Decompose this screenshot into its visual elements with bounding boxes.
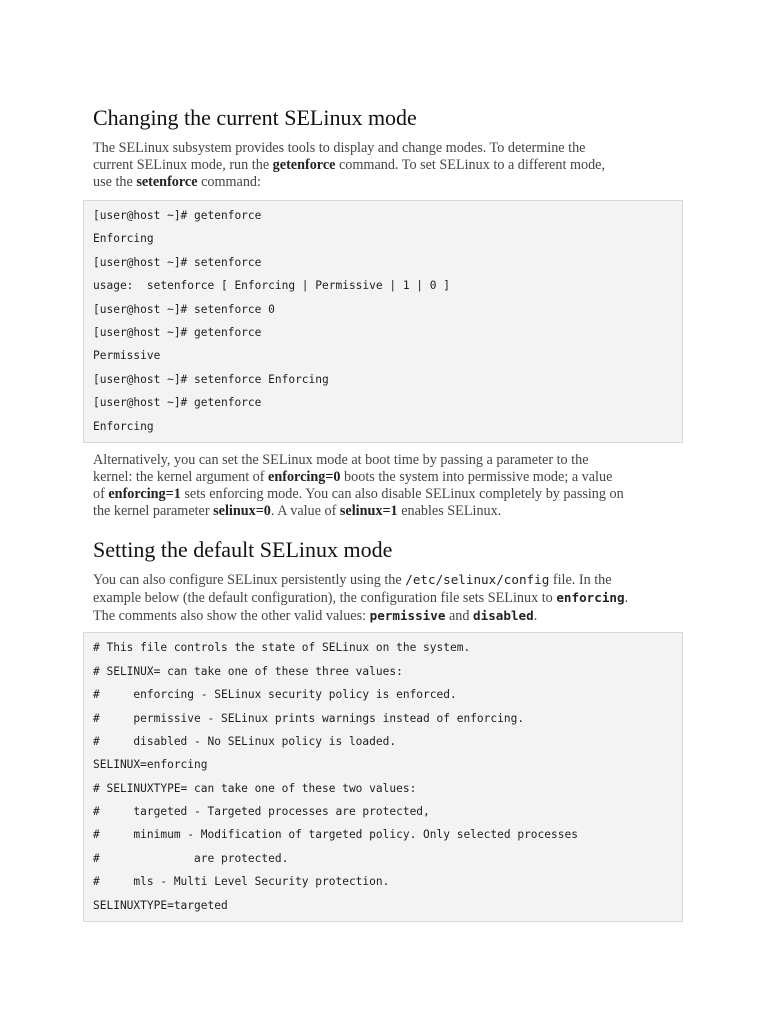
paragraph-line: of enforcing=1 sets enforcing mode. You can also disable SELinux completely by passing on [93,486,624,502]
setenforce-term: setenforce [136,174,198,190]
config-path: /etc/selinux/config [405,572,550,587]
intro-line: current SELinux mode, run the getenforce command. To set SELinux to a different mode, [93,157,606,173]
paragraph-line: the kernel parameter selinux=0. A value of selinux=1 enables SELinux. [93,503,502,519]
intro-line: use the setenforce command: [93,174,261,190]
paragraph-line: kernel: the kernel argument of enforcing=0 boots the system into permissive mode; a value [93,469,613,485]
code-line: # targeted - Targeted processes are protected, [93,805,430,818]
config-intro-paragraph [93,571,683,625]
code-line: # enforcing - SELinux security policy is enforced. [93,688,457,701]
selinux-0-term: selinux=0 [213,503,271,519]
paragraph-line: example below (the default configuration), the configuration file sets SELinux to enforcing. [93,590,629,606]
getenforce-term: getenforce [272,157,336,173]
boot-parameter-paragraph [93,452,683,520]
code-line: # SELINUXTYPE= can take one of these two values: [93,782,417,795]
disabled-value: disabled [473,608,534,623]
code-line: SELINUX=enforcing [93,758,208,771]
code-line: [user@host ~]# getenforce [93,396,262,409]
selinux-1-term: selinux=1 [339,503,398,519]
code-line: [user@host ~]# setenforce Enforcing [93,373,329,386]
intro-line: The SELinux subsystem provides tools to display and change modes. To determine the [93,140,586,156]
code-line: [user@host ~]# getenforce [93,209,262,222]
code-line: # are protected. [93,852,289,865]
code-line: # permissive - SELinux prints warnings instead of enforcing. [93,712,525,725]
permissive-value: permissive [369,608,446,623]
code-line: Enforcing [93,232,154,245]
code-line: [user@host ~]# getenforce [93,326,262,339]
code-line: # This file controls the state of SELinux on the system. [93,641,471,654]
config-file-code-block [83,632,683,922]
code-line: # minimum - Modification of targeted policy. Only selected processes [93,828,578,841]
code-line: SELINUXTYPE=targeted [93,899,228,912]
code-line: # SELINUX= can take one of these three values: [93,665,403,678]
paragraph-line: The comments also show the other valid values: permissive and disabled. [93,608,538,624]
paragraph-line: You can also configure SELinux persistently using the /etc/selinux/config file. In the [93,572,612,588]
terminal-code-block [83,200,683,443]
enforcing-0-term: enforcing=0 [268,469,341,485]
paragraph-line: Alternatively, you can set the SELinux mode at boot time by passing a parameter to the [93,452,589,468]
code-line: # mls - Multi Level Security protection. [93,875,390,888]
enforcing-1-term: enforcing=1 [108,486,181,502]
code-line: Permissive [93,349,161,362]
enforcing-value: enforcing [556,590,625,605]
code-line: Enforcing [93,420,154,433]
code-line: usage: setenforce [ Enforcing | Permissive | 1 | 0 ] [93,279,450,292]
section-heading-current-mode: Changing the current SELinux mode [93,105,417,130]
section-heading-default-mode: Setting the default SELinux mode [93,537,393,562]
code-line: [user@host ~]# setenforce [93,256,262,269]
code-line: # disabled - No SELinux policy is loaded. [93,735,397,748]
code-line: [user@host ~]# setenforce 0 [93,303,275,316]
intro-paragraph [93,140,683,191]
